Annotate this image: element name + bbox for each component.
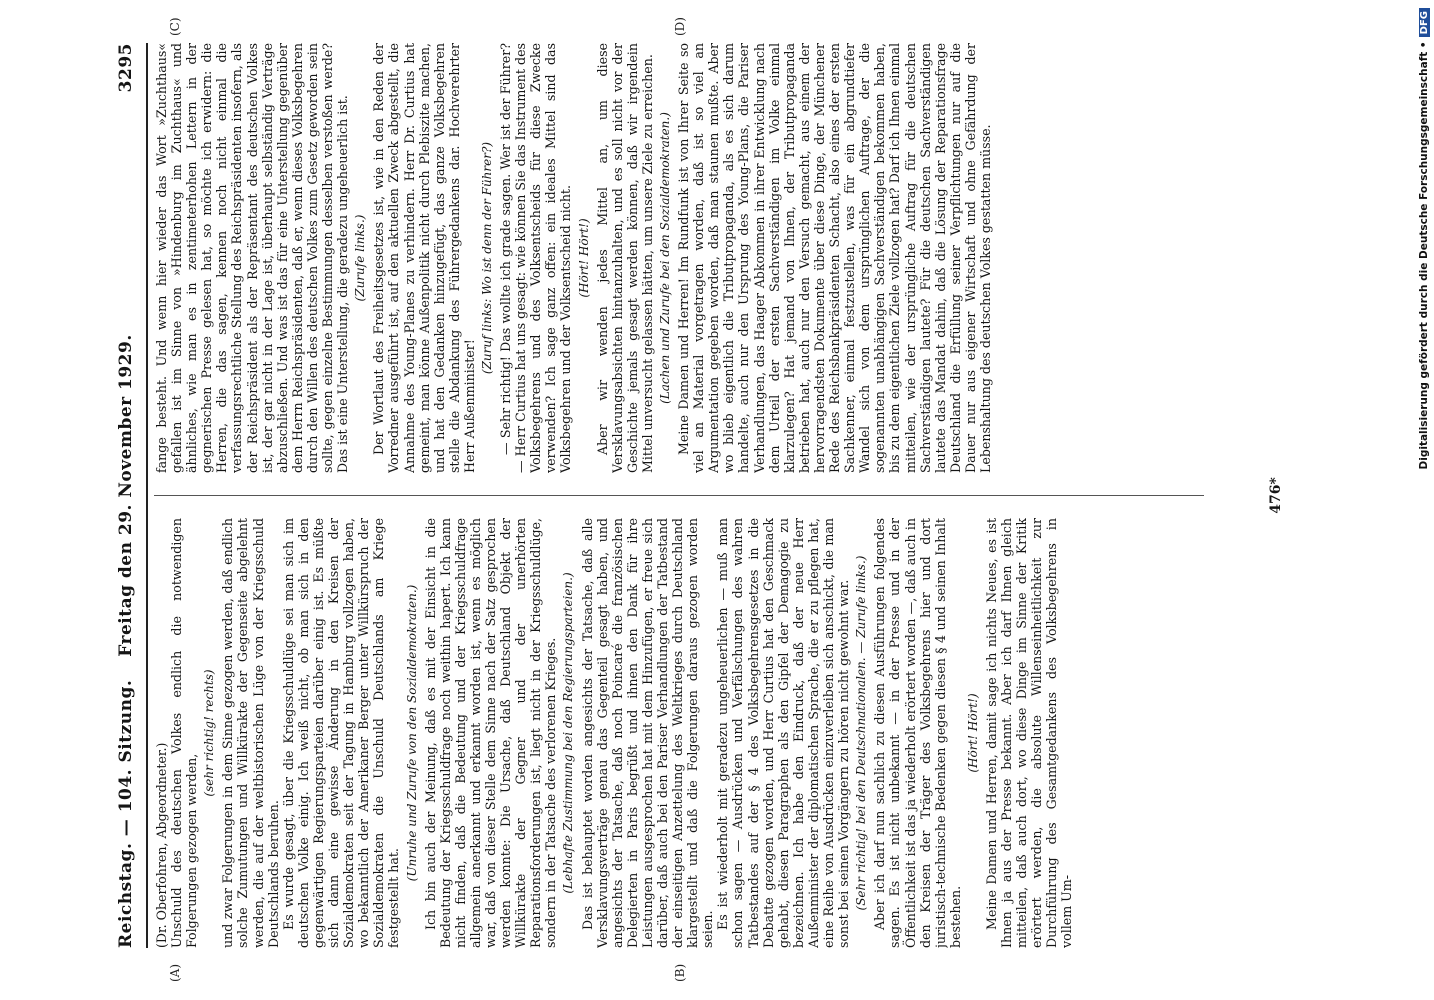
header-date: Freitag den 29. November 1929. [116, 334, 136, 657]
paragraph: Unschuld des deutschen Volkes endlich die notwendigen Folgerungen gezogen werden, [169, 518, 200, 948]
paragraph: Es wurde gesagt, über die Kriegsschuldlüge sei man sich im deutschen Volke einig. Ich weiß nicht, ob man sich in den gegenwärtigen Regierungsparteien darüber einig ist. Es müßte sich dann eine gewisse Änderung in den Kreisen der Sozialdemokraten seit der Tagung in Hamburg vollzogen haben, wo bekanntlich der Amerikaner Berger unter Willkürspruch der Sozialdemokraten die Unschuld Deutschlands am Kriege festgestellt hat. [280, 518, 402, 948]
page-number: 3295 [116, 43, 136, 93]
paragraph: Ich bin auch der Meinung, daß es mit der Einsicht in die Bedeutung der Kriegsschuldfrage noch weithin hapert. Ich kann nicht finden, daß die Bedeutung und der Kriegsschuldfrage allgemein anerkannt und erkannt worden ist, wenn es möglich war, daß von dieser Stelle dem Sinne nach der Satz gesprochen werden konnte: Die Ursache, daß Deutschland Objekt der Willkürakte der Gegner und der unerhörten Reparationsforderungen ist, liegt nicht in der Kriegsschuldlüge, sondern in der Tatsache des verlorenen Krieges. [422, 518, 559, 948]
margin-marker-d: (D) [673, 17, 687, 36]
interjection: (Unruhe und Zurufe von den Sozialdemokraten.) [404, 584, 419, 882]
paragraph: Es ist wiederholt mit geradezu ungeheuerlichen — muß man schon sagen — Ausdrücken und Verfälschungen des wahren Tatbestandes auf der § 4 des Volksbegehrensgesetzes in die Debatte gezogen worden, und Herr Curtius hat den Geschmack gehabt, diesen Paragraphen als den Gipfel der Demagogie zu bezeichnen. Ich habe den Eindruck, daß der neue Herr Außenminister der diplomatischen Sprache, die er zu pflegen hat, eine Reihe von Ausdrücken einzuverleiben sich anschickt, die man sonst bei seinen Vorgängern zu hören nicht gewohnt war. [715, 518, 852, 948]
interjection: (Hört! Hört!) [965, 693, 980, 773]
digitization-credit [1416, 8, 1434, 993]
left-column [154, 518, 1194, 948]
interjection: (Lebhafte Zustimmung bei den Regierungsparteien.) [561, 572, 576, 894]
paragraph: fange besteht. Und wenn hier wieder das Wort »Zuchthaus« gefallen ist im Sinne von »Hindenburg im Zuchthaus« und ähnliches, wie man es in zentimeterhohen Lettern in der gegnerischen Presse gelesen hat, so möchte ich erwidern: die Herren, die das sagen, kennen noch nicht einmal die verfassungsrechtliche Stellung des Reichspräsidenten insofern, als der Reichspräsident als der Repräsentant des deutschen Volkes ist, der gar nicht in der Lage ist, überhaupt selbständig Verträge abzuschließen. Und was ist das für eine Unterstellung gegenüber dem Herrn Reichspräsidenten, daß er, wenn dieses Volksbegehren durch den Willen des deutschen Volkes zum Gesetz geworden sein sollte, gegen einzelne Bestimmungen desselben verstoßen werde? Das ist eine Unterstellung, die geradezu ungeheuerlich ist. [154, 43, 351, 473]
paragraph: Das ist behauptet worden angesichts der Tatsache, daß alle Versklavungsverträge genau das Gegenteil gesagt haben, und angesichts der Tatsache, daß noch Poincaré die französischen Delegierten in Paris begrüßt und ihnen den Dank für ihre Leistungen ausgesprochen hat mit dem Hinzufügen, er freue sich darüber, daß auch bei den Pariser Verhandlungen der Tatbestand der einseitigen Anzettelung des Weltkrieges durch Deutschland klargestellt und daß die Folgerungen daraus gezogen worden seien. [579, 518, 716, 948]
rotated-newspaper-page [108, 17, 1308, 982]
column-separator [154, 495, 1204, 496]
margin-marker-b: (B) [673, 963, 687, 982]
paragraph: Der Wortlaut des Freiheitsgesetzes ist, wie in den Reden der Vorredner ausgeführt ist, auf den aktuellen Zweck abgestellt, die Annahme des Young-Planes zu verhindern. Herr Dr. Curtius hat gemeint, man könne Außenpolitik nicht durch Plebiszite machen, und hat den Gedanken hinzugefügt, das ganze Volksbegehren stelle die Abdankung des Führergedankens dar. Hochverehrter Herr Außenminister! [371, 43, 477, 473]
paragraph: und zwar Folgerungen in dem Sinne gezogen werden, daß endlich solche Zumutungen und Willkürakte der Gegenseite abgelehnt werden, die auf der weltbistorischen Lüge von der Kriegsschuld Deutschlands beruhen. [220, 518, 281, 948]
interjection: (Zuruf links: Wo ist denn der Führer?) [479, 141, 494, 375]
paragraph: Aber wir wenden jedes Mittel an, um diese Versklavungsabsichten hintanzuhalten, und es soll nicht vor der Geschichte jemals gesagt werden können, daß wir irgendein Mittel unversucht gelassen hätten, um unsere Ziele zu erreichen. [594, 43, 655, 473]
interjection: (Zurufe links.) [353, 214, 368, 302]
interjection: (Sehr richtig! bei den Deutschnationalen. — Zurufe links.) [854, 555, 869, 911]
interjection: (Lachen und Zurufe bei den Sozialdemokraten.) [658, 112, 672, 404]
page-header [108, 43, 144, 948]
paragraph: — Sehr richtig! Das wollte ich grade sagen. Wer ist der Führer? — Herr Curtius hat uns gesagt: wie können Sie das Instrument des Volksbegehrens und des Volksentscheids für diese Zwecke verwenden? Ich sage ganz offen: ein ideales Mittel sind das Volksbegehren und der Volksentscheid nicht. [498, 43, 574, 473]
page-footer-signature: 476* [1268, 477, 1284, 514]
credit-text: Digitalisierung gefördert durch die Deutsche Forschungsgemeinschaft • [1418, 41, 1430, 470]
header-left: Reichstag. — 104. Sitzung. [116, 679, 136, 948]
margin-marker-c: (C) [168, 17, 182, 36]
paragraph: Meine Damen und Herren! Im Rundfunk ist von Ihrer Seite so viel an Material vorgetragen worden, daß ist so viel an Argumentation gegeben worden, daß man staunen mußte. Aber wo blieb eigentlich die Tributpropaganda, als es sich darum handelte, auch nur den Ursprung des Young-Plans, die Pariser Verhandlungen, das Haager Abkommen in ihrer Entwicklung nach dem Urteil der ersten Sachverständigen im Volke einmal klarzulegen? Hat jemand von Ihnen, der Tributpropaganda betrieben hat, auch nur den Versuch gemacht, aus einem der hervorragendsten Dokumente über diese Dinge, der Münchener Rede des Reichsbankpräsidenten Schacht, also eines der ersten Sachkenner, einmal festzustellen, was für ein abgrundtiefer Wandel sich von dem ursprünglichen Auftrage, der die sogenannten unabhängigen Sachverständigen bekommen haben, bis zu dem eigentlichen Ziele vollzogen hat? Darf ich Ihnen einmal mitteilen, wie der ursprüngliche Auftrag für die deutschen Sachverständigen lautete? Für die deutschen Sachverständigen lautete das Mandat dahin, daß die Lösung der Reparationsfrage Deutschland die Erfüllung seiner Verpflichtungen nur auf die Dauer nur aus eigener Wirtschaft und ohne Gefährdung der Lebenshaltung des deutschen Volkes gestatten müsse. [676, 43, 993, 473]
interjection: (Hört! Hört!) [576, 218, 591, 298]
paragraph: Meine Damen und Herren, damit sage ich nichts Neues, es ist Ihnen ja aus der Presse bekannt. Aber ich darf Ihnen gleich mitteilen, daß auch dort, wo diese Dinge im Sinne der Kritik erörtert werden, die absolute Willenseinheitlichkeit zur Durchführung des Gesamtgedankens des Volksbegehrens in vollem Um- [983, 518, 1075, 948]
interjection: (sehr richtig! rechts) [202, 669, 217, 797]
right-column [154, 43, 1194, 473]
margin-marker-a: (A) [168, 963, 182, 982]
dfg-logo: DFG [1419, 8, 1430, 37]
header-rule [146, 43, 148, 948]
paragraph: Aber ich darf nun sachlich zu diesen Ausführungen folgendes sagen. Es ist nicht unbekannt — in der Presse und in der Öffentlichkeit ist das ja wiederholt erörtert worden —, daß auch in den Kreisen der Träger des Volksbegehrens hier und dort juristisch-technische Bedenken gegen diesen § 4 und seinen Inhalt bestehen. [872, 518, 963, 948]
speaker-line: (Dr. Oberfohren, Abgeordneter.) [154, 742, 169, 948]
